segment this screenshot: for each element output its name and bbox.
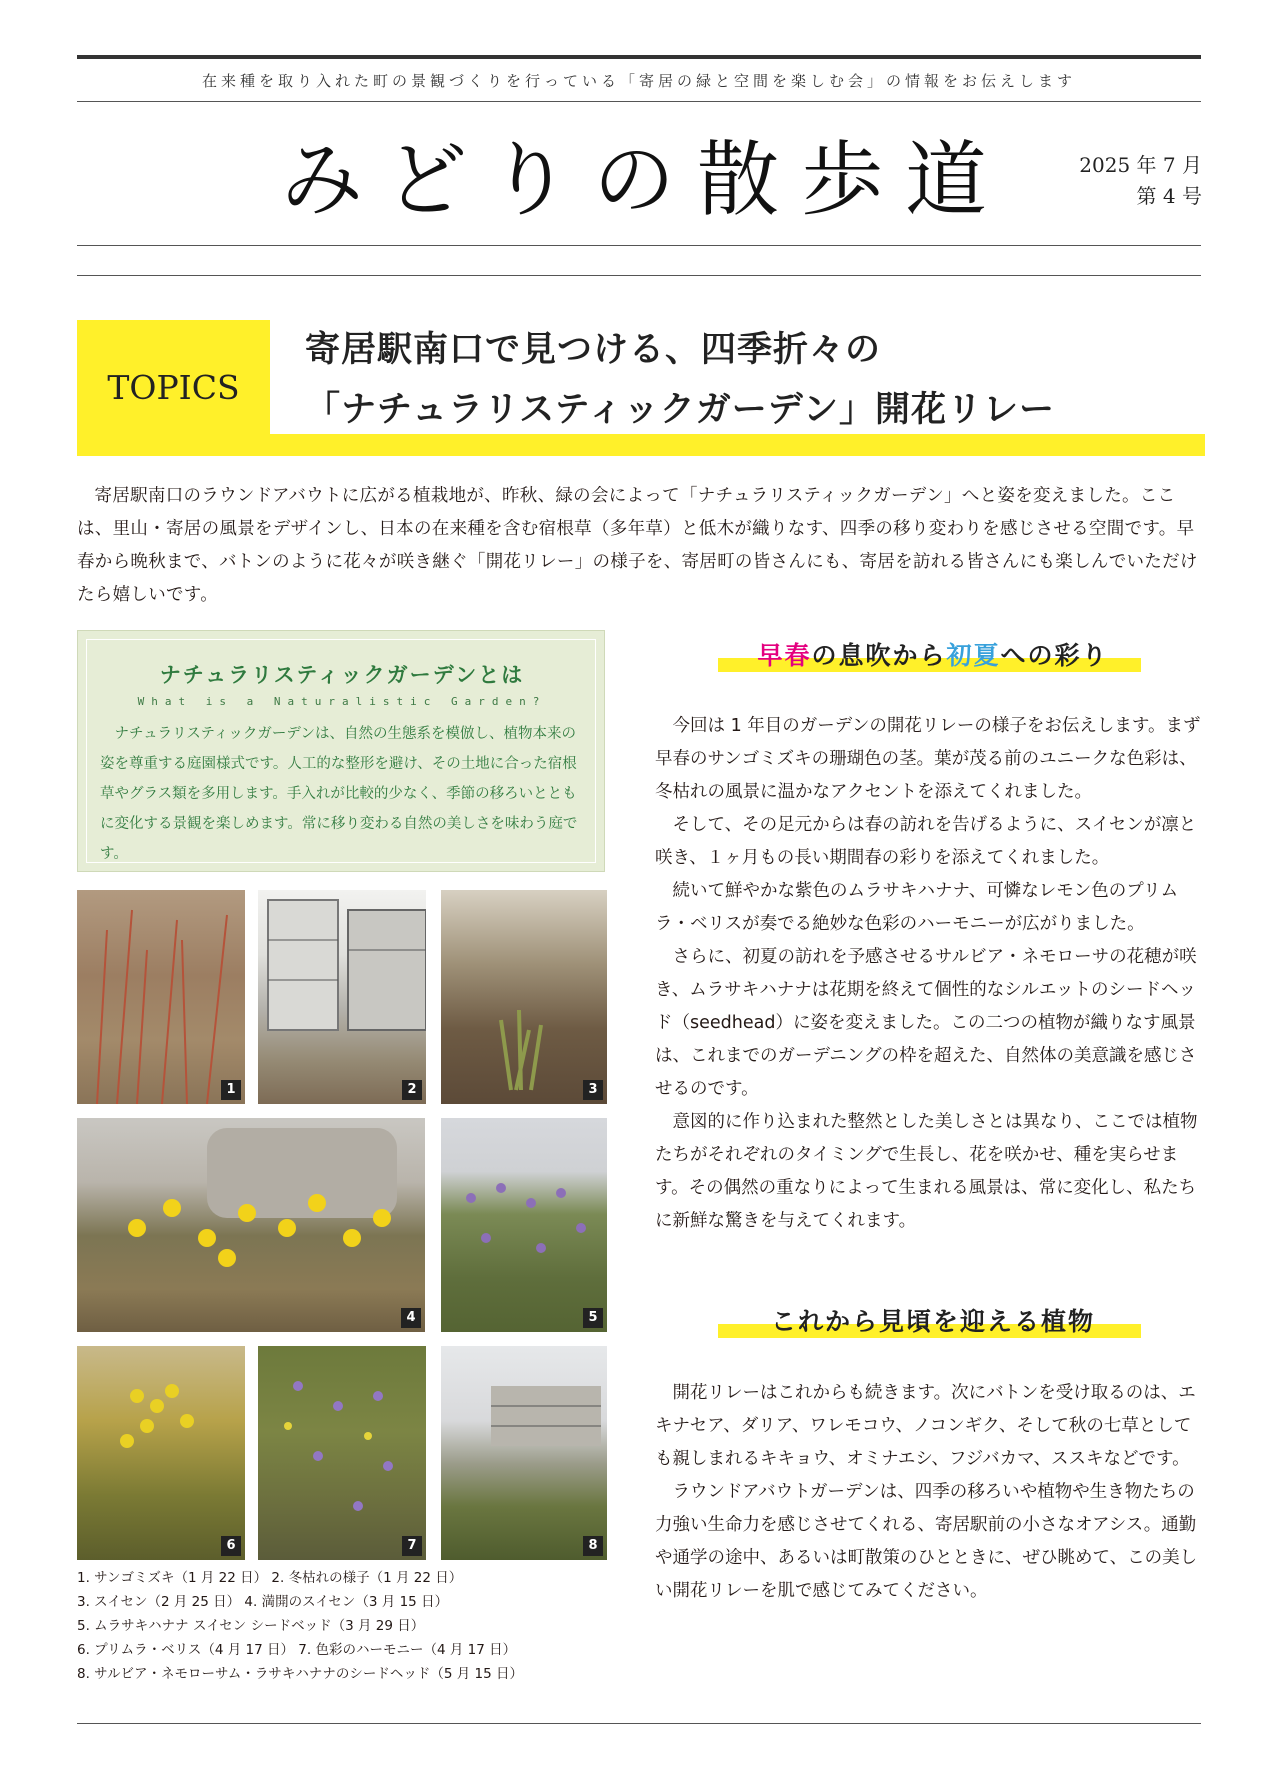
photo-8-salvia-seedhead (441, 1346, 607, 1560)
heading-part: への彩り (1000, 641, 1109, 670)
topics-label: TOPICS (107, 368, 240, 407)
photo-7-color-harmony (258, 1346, 426, 1560)
photo-3-suisen (441, 890, 607, 1104)
photo-captions (77, 1566, 617, 1686)
photo-1-drawing (77, 890, 245, 1104)
intro-paragraph: 寄居駅南口のラウンドアバウトに広がる植栽地が、昨秋、緑の会によって「ナチュラリスティックガーデン」へと姿を変えました。ここは、里山・寄居の風景をデザインし、日本の在来種を含む宿根草（多年草）と低木が織りなす、四季の移り変わりを感じさせる空間です。早春から晩秋まで、バトンのように花々が咲き継ぐ「開花リレー」の様子を、寄居町の皆さんにも、寄居を訪れる皆さんにも楽しんでいただけたら嬉しいです。 (77, 486, 1198, 605)
header-rule-1 (77, 101, 1201, 102)
section1-paragraph: 続いて鮮やかな紫色のムラサキハナナ、可憐なレモン色のプリムラ・ベリスが奏でる絶妙な色彩のハーモニーが広がりました。 (655, 881, 1179, 934)
section1-paragraph: そして、その足元からは春の訪れを告げるように、スイセンが凛と咲き、１ヶ月もの長い期間春の彩りを添えてくれました。 (655, 815, 1197, 868)
caption-line: 8. サルビア・ネモローサム・ラサキハナナのシードヘッド（5 月 15 日） (77, 1666, 523, 1682)
photo-2-winter (258, 890, 426, 1104)
top-rule (77, 55, 1201, 59)
garden-definition-box (77, 630, 605, 872)
section2-heading-text: これから見頃を迎える植物 (770, 1307, 1095, 1336)
topics-headline (305, 320, 1055, 440)
section2-paragraph: 開花リレーはこれからも続きます。次にバトンを受け取るのは、エキナセア、ダリア、ワレモコウ、ノコンギク、そして秋の七草としても親しまれるキキョウ、オミナエシ、フジバカマ、ススキなどです。 (655, 1383, 1196, 1469)
caption-line: 3. スイセン（2 月 25 日） 4. 満開のスイセン（3 月 15 日） (77, 1594, 449, 1610)
caption-line: 5. ムラサキハナナ スイセン シードベッド（3 月 29 日） (77, 1618, 425, 1634)
photo-2-drawing (258, 890, 426, 1104)
photo-number: 3 (583, 1080, 603, 1100)
photo-number: 2 (402, 1080, 422, 1100)
photo-number: 4 (401, 1308, 421, 1328)
issue-info (1072, 150, 1202, 212)
photo-7-drawing (258, 1346, 426, 1560)
photo-number: 8 (583, 1536, 603, 1556)
tagline: 在来種を取り入れた町の景観づくりを行っている「寄居の緑と空間を楽しむ会」の情報をお伝えします (201, 72, 1076, 90)
photo-number: 1 (221, 1080, 241, 1100)
section2-paragraph: ラウンドアバウトガーデンは、四季の移ろいや植物や生き物たちの力強い生命力を感じさせてくれる、寄居駅前の小さなオアシス。通勤や通学の途中、あるいは町散策のひとときに、ぜひ眺めて、この美しい開花リレーを肌で感じてみてください。 (655, 1482, 1198, 1601)
photo-6-drawing (77, 1346, 245, 1560)
header-rule-3 (77, 275, 1201, 276)
section1-paragraph: 今回は 1 年目のガーデンの開花リレーの様子をお伝えします。まず早春のサンゴミズキの珊瑚色の茎。葉が茂る前のユニークな色彩は、冬枯れの風景に温かなアクセントを添えてくれました。 (655, 716, 1201, 802)
box-title: ナチュラリスティックガーデンとは (159, 663, 525, 687)
issue-number: 第 4 号 (1136, 184, 1202, 208)
topics-banner (77, 320, 1205, 456)
photo-3-drawing (441, 890, 607, 1104)
photo-4-drawing (77, 1118, 425, 1332)
photo-8-drawing (441, 1346, 607, 1560)
heading-part: の息吹から (811, 641, 947, 670)
headline-line-2: 「ナチュラリスティックガーデン」開花リレー (305, 390, 1056, 430)
photo-6-primula (77, 1346, 245, 1560)
header-rule-2 (77, 245, 1201, 246)
section1-paragraph: さらに、初夏の訪れを予感させるサルビア・ネモローサの花穂が咲き、ムラサキハナナは花期を終えて個性的なシルエットのシードヘッド（seedhead）に姿を変えました。この二つの植物が織りなす風景は、これまでのガーデニングの枠を超えた、自然体の美意識を感じさせるのです。 (655, 947, 1197, 1099)
caption-line: 1. サンゴミズキ（1 月 22 日） 2. 冬枯れの様子（1 月 22 日） (77, 1570, 463, 1586)
photo-number: 5 (583, 1308, 603, 1328)
section1-heading (728, 636, 1138, 672)
heading-part-early-summer: 初夏 (946, 641, 1001, 670)
photo-1-sangomizuki (77, 890, 245, 1104)
photo-4-suisen-full-bloom (77, 1118, 425, 1332)
section2-body (655, 1377, 1203, 1608)
headline-line-1: 寄居駅南口で見つける、四季折々の (305, 330, 882, 370)
section1-paragraph: 意図的に作り込まれた整然とした美しさとは異なり、ここでは植物たちがそれぞれのタイミングで生長し、花を咲かせ、種を実らせます。その偶然の重なりによって生まれる風景は、常に変化し、私たちに新鮮な驚きを与えてくれます。 (655, 1112, 1198, 1231)
box-body: ナチュラリスティックガーデンは、自然の生態系を模倣し、植物本来の姿を尊重する庭園様式です。人工的な整形を避け、その土地に合った宿根草やグラス類を多用します。手入れが比較的少なく、季節の移ろいとともに変化する景観を楽しめます。常に移り変わる自然の美しさを味わう庭です。 (100, 726, 578, 862)
heading-part-early-spring: 早春 (757, 641, 812, 670)
issue-date: 2025 年 7 月 (1079, 153, 1202, 177)
section2-heading (728, 1302, 1138, 1338)
caption-line: 6. プリムラ・ベリス（4 月 17 日） 7. 色彩のハーモニー（4 月 17 日） (77, 1642, 517, 1658)
photo-number: 6 (221, 1536, 241, 1556)
section1-body (655, 710, 1203, 1238)
footer-rule (77, 1723, 1201, 1724)
photo-number: 7 (402, 1536, 422, 1556)
box-subtitle: What is a Naturalistic Garden? (137, 695, 547, 708)
masthead-title: みどりの散歩道 (280, 133, 1009, 228)
photo-5-drawing (441, 1118, 607, 1332)
photo-5-murasakihanana (441, 1118, 607, 1332)
